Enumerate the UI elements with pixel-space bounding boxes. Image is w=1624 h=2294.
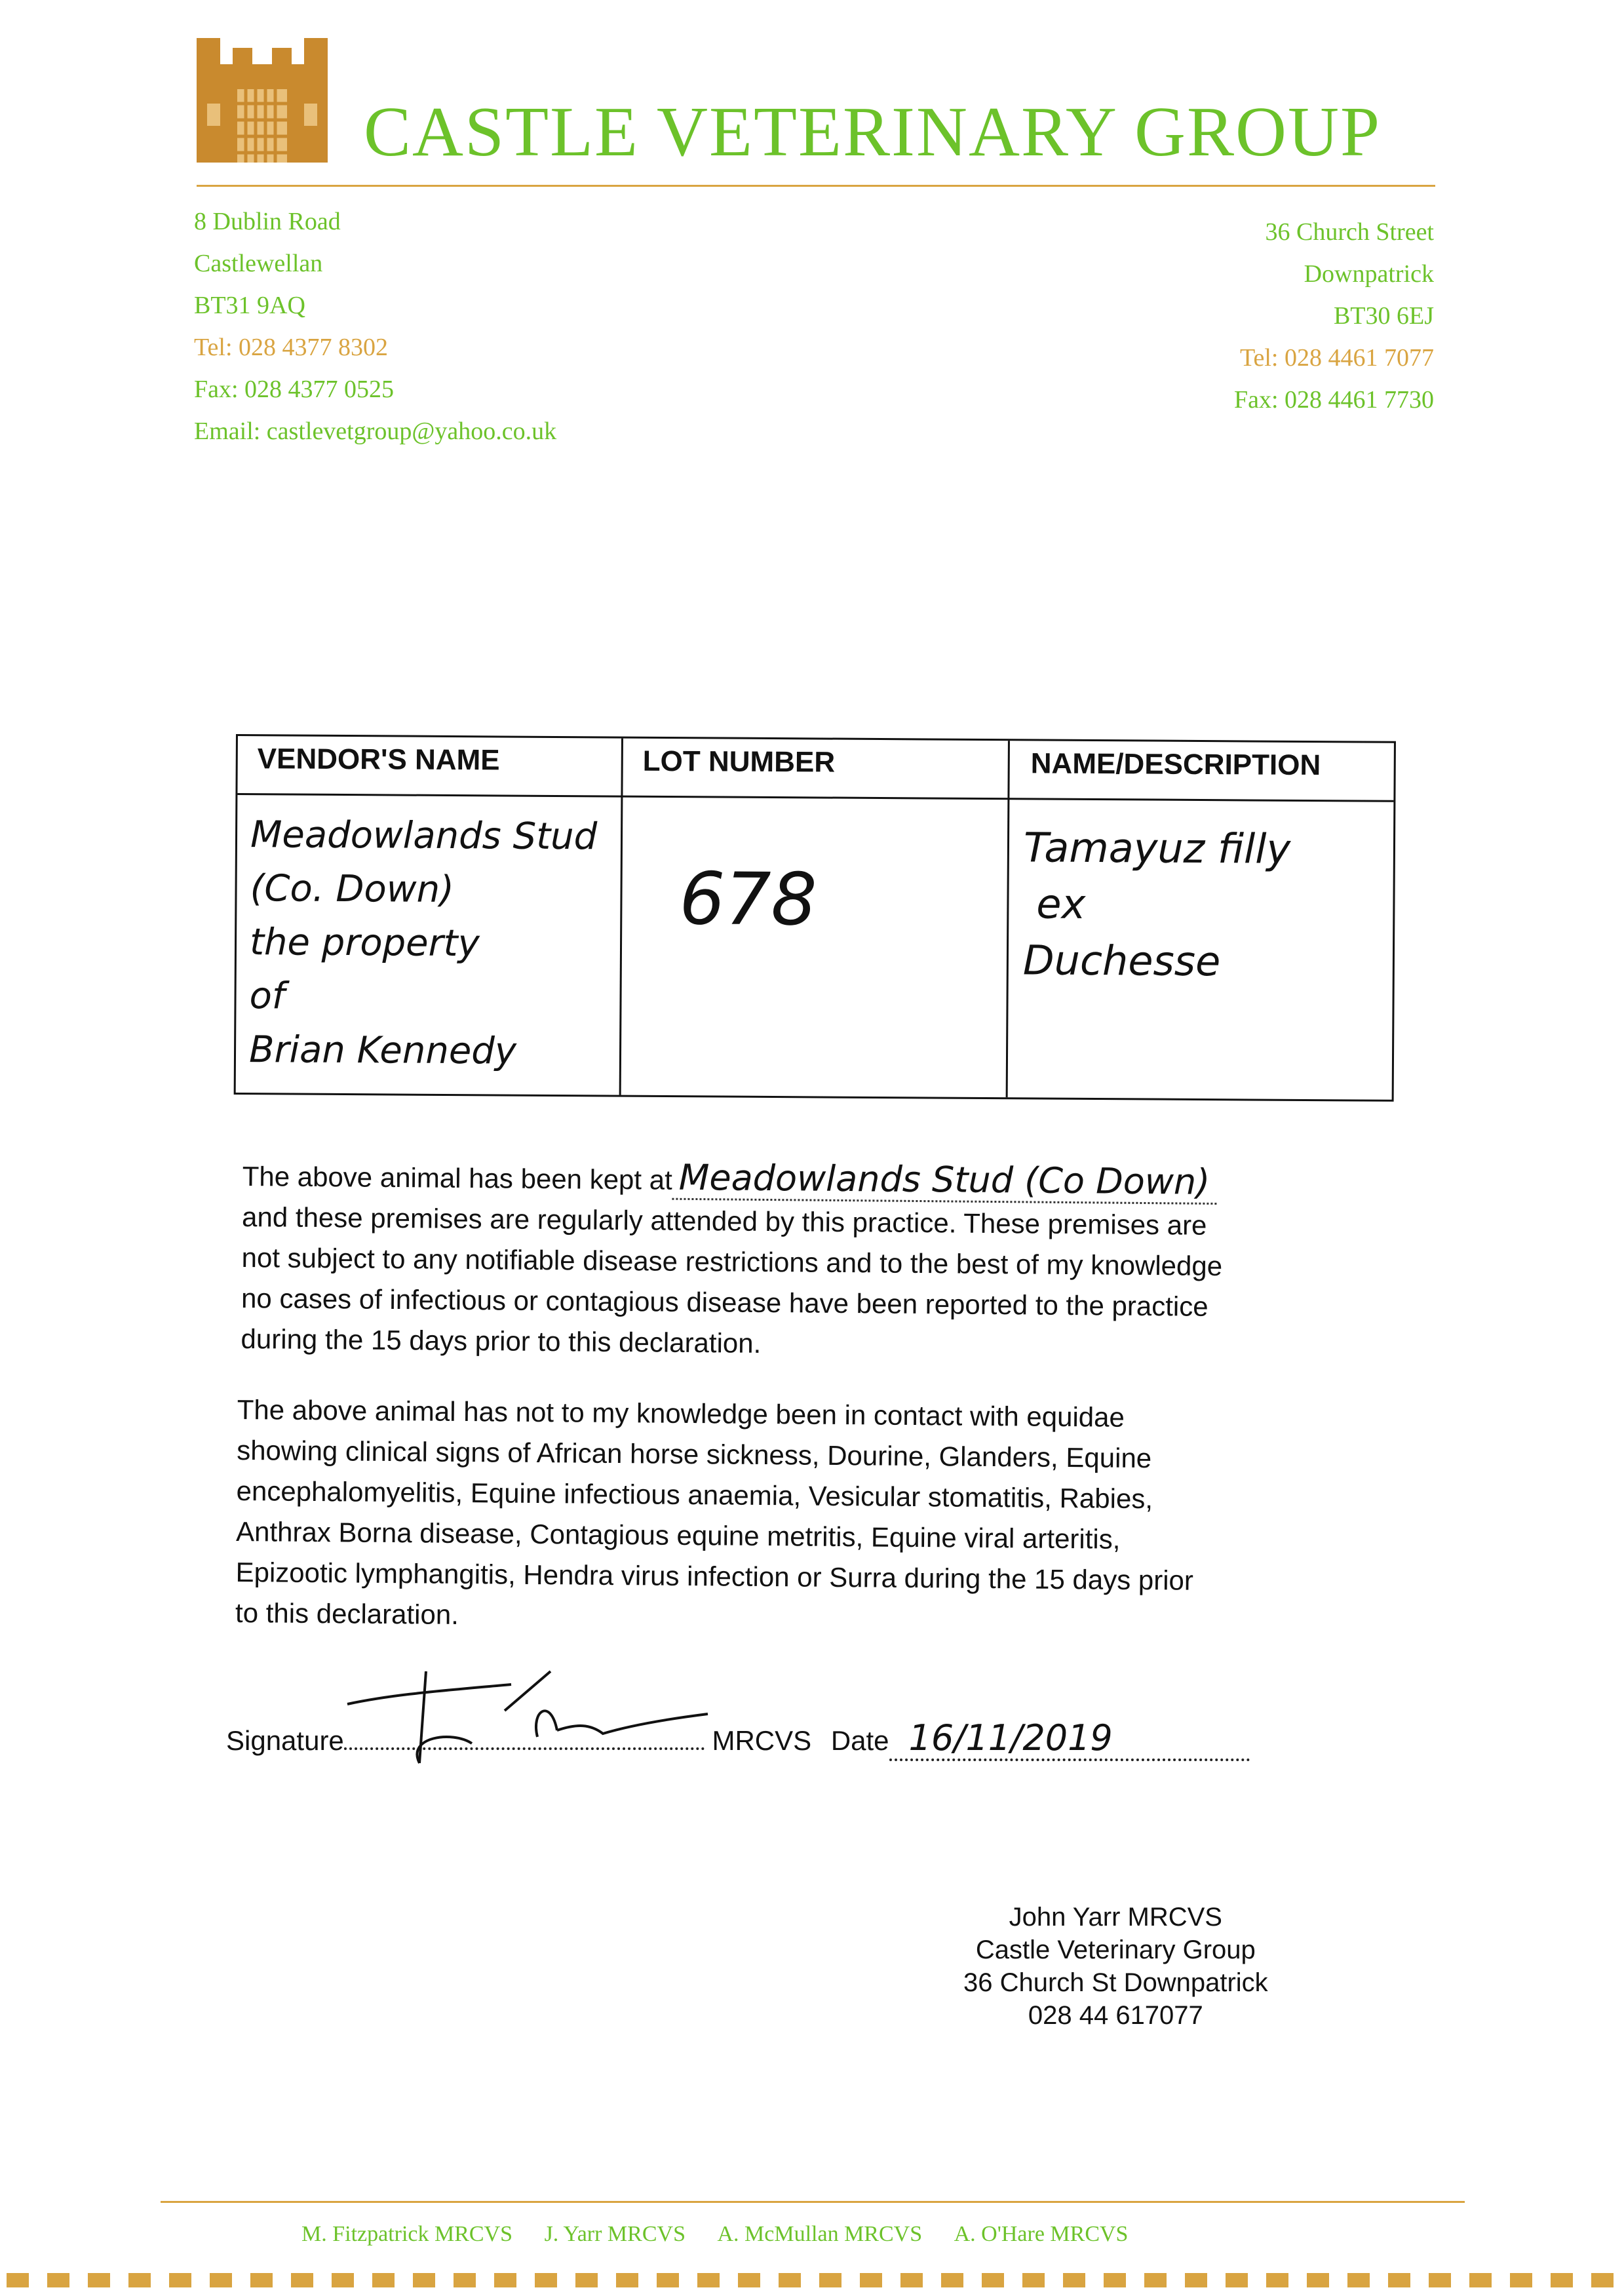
address-line: 36 Church Street: [1265, 218, 1434, 246]
paragraph-line: to this declaration.: [235, 1597, 459, 1630]
fax: Fax: 028 4461 7730: [1233, 386, 1434, 414]
address-line: 8 Dublin Road: [194, 208, 341, 235]
column-header-vendor: VENDOR'S NAME: [257, 743, 500, 777]
kept-at-prefix: The above animal has been kept at: [242, 1160, 672, 1196]
animal-details-table: [234, 734, 1396, 1102]
company-name: CASTLE VETERINARY GROUP: [364, 93, 1382, 171]
address-line: Castlewellan: [194, 250, 323, 277]
date-label: Date: [830, 1725, 889, 1756]
handwritten-line: ex: [1036, 880, 1086, 928]
stamp-line: John Yarr MRCVS: [1009, 1903, 1222, 1932]
partners-footer: [301, 2222, 1128, 2247]
mrcvs-label: MRCVS: [712, 1725, 812, 1756]
address-line: BT31 9AQ: [194, 292, 305, 319]
address-line: Downpatrick: [1304, 260, 1434, 288]
lot-number-cell: 678: [679, 857, 817, 942]
paragraph-line: Epizootic lymphangitis, Hendra virus infection or Surra during the 15 days prior: [235, 1556, 1194, 1596]
telephone: Tel: 028 4461 7077: [1239, 344, 1434, 372]
table-header: [237, 736, 1394, 802]
partner-name: A. McMullan MRCVS: [717, 2222, 923, 2246]
column-header-lot: LOT NUMBER: [642, 745, 836, 779]
footer-dash-border: [0, 2273, 1624, 2287]
footer-divider: [161, 2201, 1465, 2203]
left-address: [194, 201, 556, 452]
declaration-paragraph-2: [235, 1390, 1195, 1642]
vendor-name-cell: [249, 808, 598, 1079]
stamp-line: 028 44 617077: [1028, 2001, 1203, 2030]
paragraph-line: The above animal has not to my knowledge been in contact with equidae: [237, 1393, 1125, 1433]
partner-name: M. Fitzpatrick MRCVS: [301, 2222, 513, 2246]
handwritten-line: Duchesse: [1022, 936, 1221, 986]
castle-gate-icon: [197, 38, 328, 163]
right-address: [1234, 211, 1434, 421]
handwritten-signature: [341, 1658, 734, 1779]
vet-stamp: [963, 1901, 1268, 2032]
handwritten-line: Tamayuz filly: [1023, 823, 1291, 873]
description-cell: [1023, 819, 1291, 990]
fax: Fax: 028 4377 0525: [194, 376, 395, 403]
signature-label: Signature: [226, 1725, 344, 1756]
handwritten-line: of: [249, 975, 285, 1018]
paragraph-line: showing clinical signs of African horse sickness, Dourine, Glanders, Equine: [236, 1434, 1152, 1474]
kept-at-handwritten: Meadowlands Stud (Co Down): [672, 1157, 1217, 1205]
paragraph-line: Anthrax Borna disease, Contagious equine metritis, Equine viral arteritis,: [235, 1515, 1121, 1555]
paragraph-line: during the 15 days prior to this declaration.: [241, 1323, 762, 1359]
handwritten-line: the property: [249, 921, 480, 965]
handwritten-line: Brian Kennedy: [248, 1028, 517, 1073]
handwritten-line: Meadowlands Stud: [250, 813, 598, 859]
handwritten-line: (Co. Down): [250, 867, 455, 912]
partner-name: A. O'Hare MRCVS: [954, 2222, 1129, 2246]
stamp-line: Castle Veterinary Group: [975, 1935, 1256, 1964]
paragraph-line: and these premises are regularly attended by this practice. These premises are: [241, 1201, 1207, 1241]
stamp-line: 36 Church St Downpatrick: [963, 1968, 1268, 1997]
header-divider: [197, 185, 1435, 187]
paragraph-line: not subject to any notifiable disease restrictions and to the best of my knowledge: [241, 1241, 1223, 1282]
paragraph-line: no cases of infectious or contagious disease have been reported to the practice: [241, 1282, 1208, 1322]
telephone: Tel: 028 4377 8302: [194, 334, 389, 361]
declaration-paragraph-1: [241, 1154, 1223, 1368]
paragraph-line: encephalomyelitis, Equine infectious anaemia, Vesicular stomatitis, Rabies,: [236, 1475, 1153, 1515]
date-handwritten: 16/11/2019: [889, 1717, 1250, 1761]
column-header-description: NAME/DESCRIPTION: [1030, 747, 1321, 782]
address-line: BT30 6EJ: [1333, 302, 1434, 330]
partner-name: J. Yarr MRCVS: [544, 2222, 686, 2246]
email: Email: castlevetgroup@yahoo.co.uk: [194, 418, 557, 445]
